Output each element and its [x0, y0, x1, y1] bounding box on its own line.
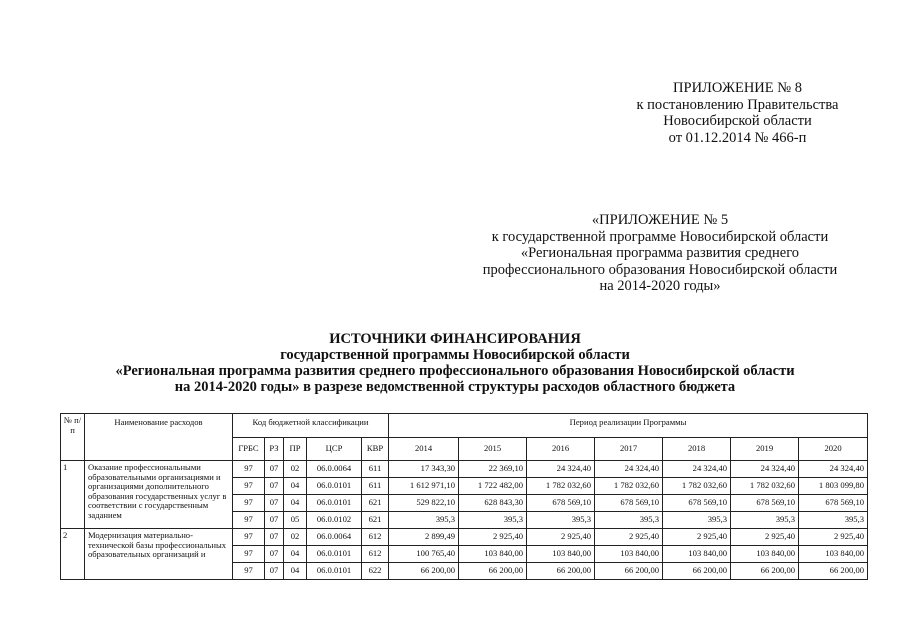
code-cell: 02 [284, 529, 307, 546]
header-code: ЦСР [307, 438, 362, 461]
amount-cell: 395,3 [459, 512, 527, 529]
table-row [61, 529, 868, 546]
header-code-group: Код бюджетной классификации [233, 414, 389, 438]
code-cell: 04 [284, 478, 307, 495]
document-title [60, 331, 850, 395]
annex-stamp-program [440, 212, 880, 295]
amount-cell: 1 782 032,60 [527, 478, 595, 495]
code-cell: 621 [362, 495, 389, 512]
amount-cell: 2 925,40 [459, 529, 527, 546]
header-period-group: Период реализации Программы [389, 414, 868, 438]
amount-cell: 395,3 [731, 512, 799, 529]
code-cell: 04 [284, 563, 307, 580]
title-line3: «Региональная программа развития среднего профессионального образования Новосибирской области [115, 363, 795, 379]
amount-cell: 1 782 032,60 [663, 478, 731, 495]
code-cell: 06.0.0102 [307, 512, 362, 529]
amount-cell: 66 200,00 [663, 563, 731, 580]
amount-cell: 1 782 032,60 [731, 478, 799, 495]
amount-cell: 1 782 032,60 [595, 478, 663, 495]
amount-cell: 678 569,10 [595, 495, 663, 512]
header-year: 2016 [527, 438, 595, 461]
expense-name: Модернизация материально-технической базы профессиональных образовательных организаций и [85, 529, 233, 580]
code-cell: 02 [284, 461, 307, 478]
header-year: 2020 [799, 438, 868, 461]
amount-cell: 1 612 971,10 [389, 478, 459, 495]
amount-cell: 103 840,00 [527, 546, 595, 563]
amount-cell: 24 324,40 [731, 461, 799, 478]
header-num: № п/п [61, 414, 85, 461]
code-cell: 07 [265, 461, 284, 478]
table-body [61, 461, 868, 580]
amount-cell: 22 369,10 [459, 461, 527, 478]
code-cell: 97 [233, 461, 265, 478]
code-cell: 06.0.0064 [307, 529, 362, 546]
amount-cell: 66 200,00 [459, 563, 527, 580]
code-cell: 07 [265, 563, 284, 580]
amount-cell: 529 822,10 [389, 495, 459, 512]
amount-cell: 103 840,00 [663, 546, 731, 563]
amount-cell: 24 324,40 [663, 461, 731, 478]
amount-cell: 2 925,40 [663, 529, 731, 546]
title-line1: ИСТОЧНИКИ ФИНАНСИРОВАНИЯ [329, 331, 581, 347]
annex-program-line2: к государственной программе Новосибирской области [491, 228, 829, 245]
code-cell: 07 [265, 546, 284, 563]
header-code: ГРБС [233, 438, 265, 461]
annex-order-line1: ПРИЛОЖЕНИЕ № 8 [673, 80, 802, 96]
code-cell: 97 [233, 563, 265, 580]
amount-cell: 103 840,00 [731, 546, 799, 563]
amount-cell: 103 840,00 [595, 546, 663, 563]
table-row [61, 461, 868, 478]
row-number: 1 [61, 461, 85, 529]
amount-cell: 2 925,40 [799, 529, 868, 546]
code-cell: 612 [362, 529, 389, 546]
code-cell: 07 [265, 495, 284, 512]
annex-order-line3: Новосибирской области [663, 113, 812, 129]
amount-cell: 678 569,10 [527, 495, 595, 512]
code-cell: 06.0.0101 [307, 563, 362, 580]
amount-cell: 66 200,00 [527, 563, 595, 580]
header-name: Наименование расходов [85, 414, 233, 461]
expense-name: Оказание профессиональными образовательными организациями и организациями дополнительного образования государственных услуг в соответствии с государственным заданием [85, 461, 233, 529]
code-cell: 611 [362, 478, 389, 495]
annex-program-line5: на 2014-2020 годы» [599, 278, 721, 294]
amount-cell: 1 722 482,00 [459, 478, 527, 495]
amount-cell: 17 343,30 [389, 461, 459, 478]
amount-cell: 66 200,00 [731, 563, 799, 580]
amount-cell: 24 324,40 [799, 461, 868, 478]
amount-cell: 395,3 [595, 512, 663, 529]
amount-cell: 678 569,10 [663, 495, 731, 512]
annex-program-line4: профессионального образования Новосибирской области [482, 261, 838, 278]
code-cell: 97 [233, 478, 265, 495]
annex-stamp-order [600, 80, 875, 146]
code-cell: 05 [284, 512, 307, 529]
amount-cell: 103 840,00 [799, 546, 868, 563]
header-year: 2017 [595, 438, 663, 461]
code-cell: 07 [265, 512, 284, 529]
amount-cell: 678 569,10 [731, 495, 799, 512]
amount-cell: 1 803 099,80 [799, 478, 868, 495]
header-year: 2018 [663, 438, 731, 461]
amount-cell: 100 765,40 [389, 546, 459, 563]
amount-cell: 66 200,00 [799, 563, 868, 580]
amount-cell: 24 324,40 [595, 461, 663, 478]
code-cell: 06.0.0064 [307, 461, 362, 478]
code-cell: 04 [284, 495, 307, 512]
amount-cell: 395,3 [799, 512, 868, 529]
amount-cell: 2 925,40 [731, 529, 799, 546]
annex-program-line3: «Региональная программа развития среднего [520, 245, 800, 261]
header-year: 2019 [731, 438, 799, 461]
header-year: 2015 [459, 438, 527, 461]
amount-cell: 103 840,00 [459, 546, 527, 563]
amount-cell: 395,3 [527, 512, 595, 529]
amount-cell: 66 200,00 [389, 563, 459, 580]
code-cell: 612 [362, 546, 389, 563]
header-code: ПР [284, 438, 307, 461]
code-cell: 97 [233, 529, 265, 546]
code-cell: 622 [362, 563, 389, 580]
amount-cell: 628 843,30 [459, 495, 527, 512]
code-cell: 97 [233, 512, 265, 529]
code-cell: 06.0.0101 [307, 495, 362, 512]
header-code: РЗ [265, 438, 284, 461]
code-cell: 07 [265, 529, 284, 546]
header-year: 2014 [389, 438, 459, 461]
amount-cell: 66 200,00 [595, 563, 663, 580]
amount-cell: 395,3 [663, 512, 731, 529]
code-cell: 611 [362, 461, 389, 478]
amount-cell: 2 925,40 [595, 529, 663, 546]
code-cell: 97 [233, 546, 265, 563]
code-cell: 06.0.0101 [307, 546, 362, 563]
amount-cell: 678 569,10 [799, 495, 868, 512]
code-cell: 621 [362, 512, 389, 529]
title-line2: государственной программы Новосибирской области [280, 347, 630, 363]
code-cell: 07 [265, 478, 284, 495]
code-cell: 06.0.0101 [307, 478, 362, 495]
annex-program-line1: «ПРИЛОЖЕНИЕ № 5 [591, 212, 729, 228]
title-line4: на 2014-2020 годы» в разрезе ведомственной структуры расходов областного бюджета [174, 379, 736, 395]
header-code: КВР [362, 438, 389, 461]
amount-cell: 2 899,49 [389, 529, 459, 546]
code-cell: 04 [284, 546, 307, 563]
amount-cell: 24 324,40 [527, 461, 595, 478]
annex-order-line2: к постановлению Правительства [636, 96, 839, 113]
amount-cell: 395,3 [389, 512, 459, 529]
annex-order-line4: от 01.12.2014 № 466-п [668, 129, 807, 146]
financing-table [60, 413, 868, 580]
amount-cell: 2 925,40 [527, 529, 595, 546]
row-number: 2 [61, 529, 85, 580]
code-cell: 97 [233, 495, 265, 512]
